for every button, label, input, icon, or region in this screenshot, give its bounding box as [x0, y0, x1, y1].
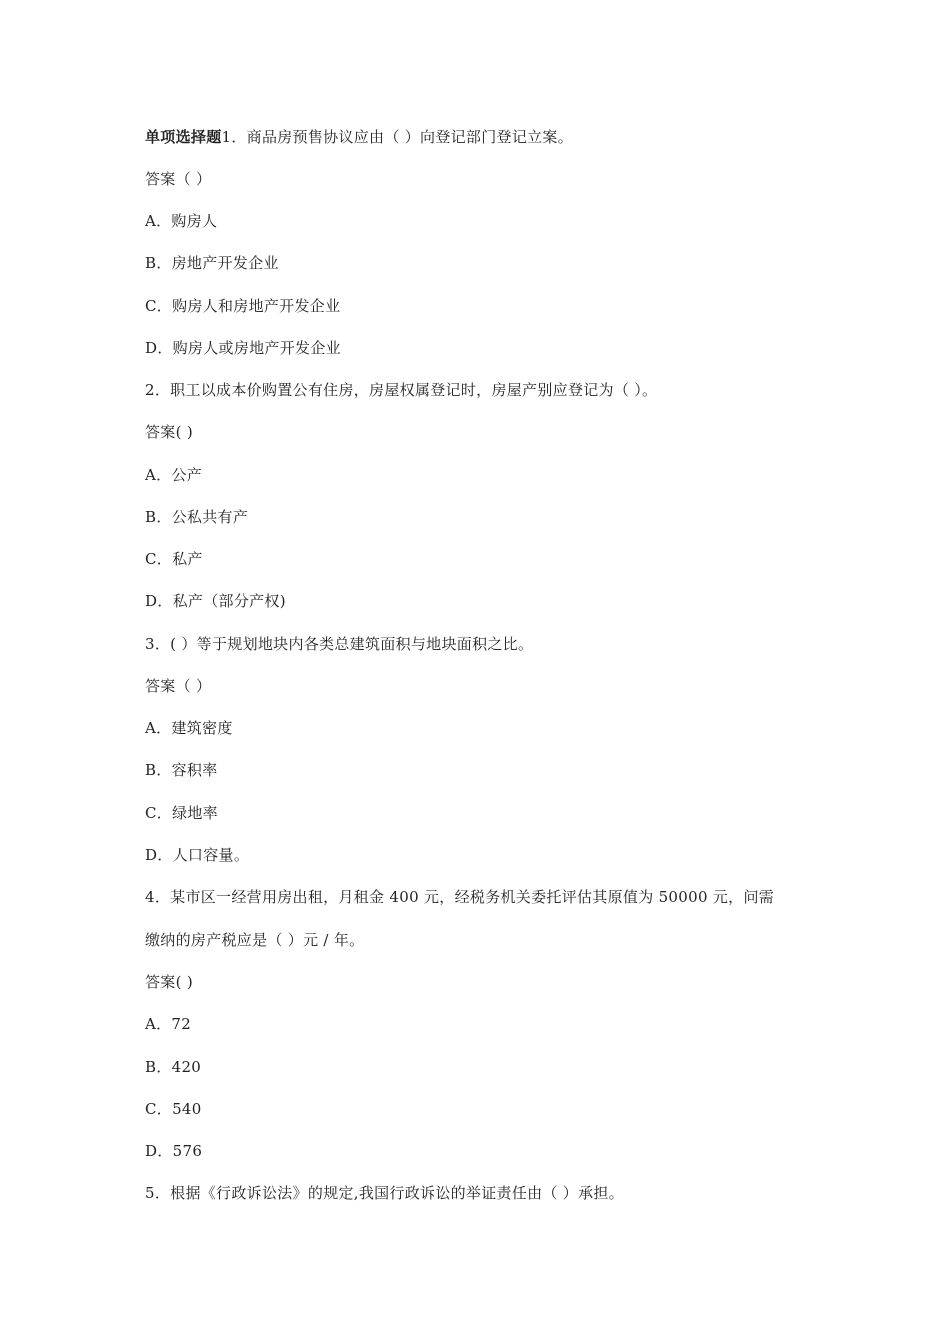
question-2-option-a: A．公产 [145, 466, 203, 484]
question-3-option-d: D．人口容量。 [145, 846, 250, 864]
question-3-option-c: C．绿地率 [145, 804, 218, 822]
section-heading: 单项选择题 [145, 128, 222, 146]
question-4-option-a: A．72 [145, 1015, 192, 1033]
question-1-option-c: C．购房人和房地产开发企业 [145, 297, 341, 315]
question-2-answer: 答案( ) [145, 423, 193, 441]
question-4-line-2: 缴纳的房产税应是（ ）元 / 年。 [145, 931, 365, 949]
question-5: 5．根据《行政诉讼法》的规定,我国行政诉讼的举证责任由（ ）承担。 [145, 1184, 624, 1202]
question-2-option-b: B．公私共有产 [145, 508, 249, 526]
question-3-answer: 答案（ ） [145, 677, 212, 695]
question-3: 3．( ）等于规划地块内各类总建筑面积与地块面积之比。 [145, 635, 534, 653]
question-4-option-c: C．540 [145, 1100, 202, 1118]
question-1-option-d: D．购房人或房地产开发企业 [145, 339, 341, 357]
question-2-option-c: C．私产 [145, 550, 203, 568]
question-4-option-d: D．576 [145, 1142, 203, 1160]
question-3-option-a: A．建筑密度 [145, 719, 233, 737]
question-4-line-1: 4．某市区一经营用房出租，月租金 400 元，经税务机关委托评估其原值为 50000 元，问需 [145, 888, 775, 906]
question-1-option-a: A．购房人 [145, 212, 218, 230]
question-2-option-d: D．私产（部分产权) [145, 592, 286, 610]
question-3-option-b: B．容积率 [145, 761, 218, 779]
question-1-text: 1．商品房预售协议应由（ ）向登记部门登记立案。 [221, 128, 574, 146]
question-1 [145, 127, 825, 147]
question-4-option-b: B．420 [145, 1058, 202, 1076]
question-1-answer: 答案（ ） [145, 170, 212, 188]
question-2: 2．职工以成本价购置公有住房，房屋权属登记时，房屋产别应登记为（ ）。 [145, 381, 658, 399]
question-4-answer: 答案( ) [145, 973, 193, 991]
question-1-option-b: B．房地产开发企业 [145, 254, 279, 272]
